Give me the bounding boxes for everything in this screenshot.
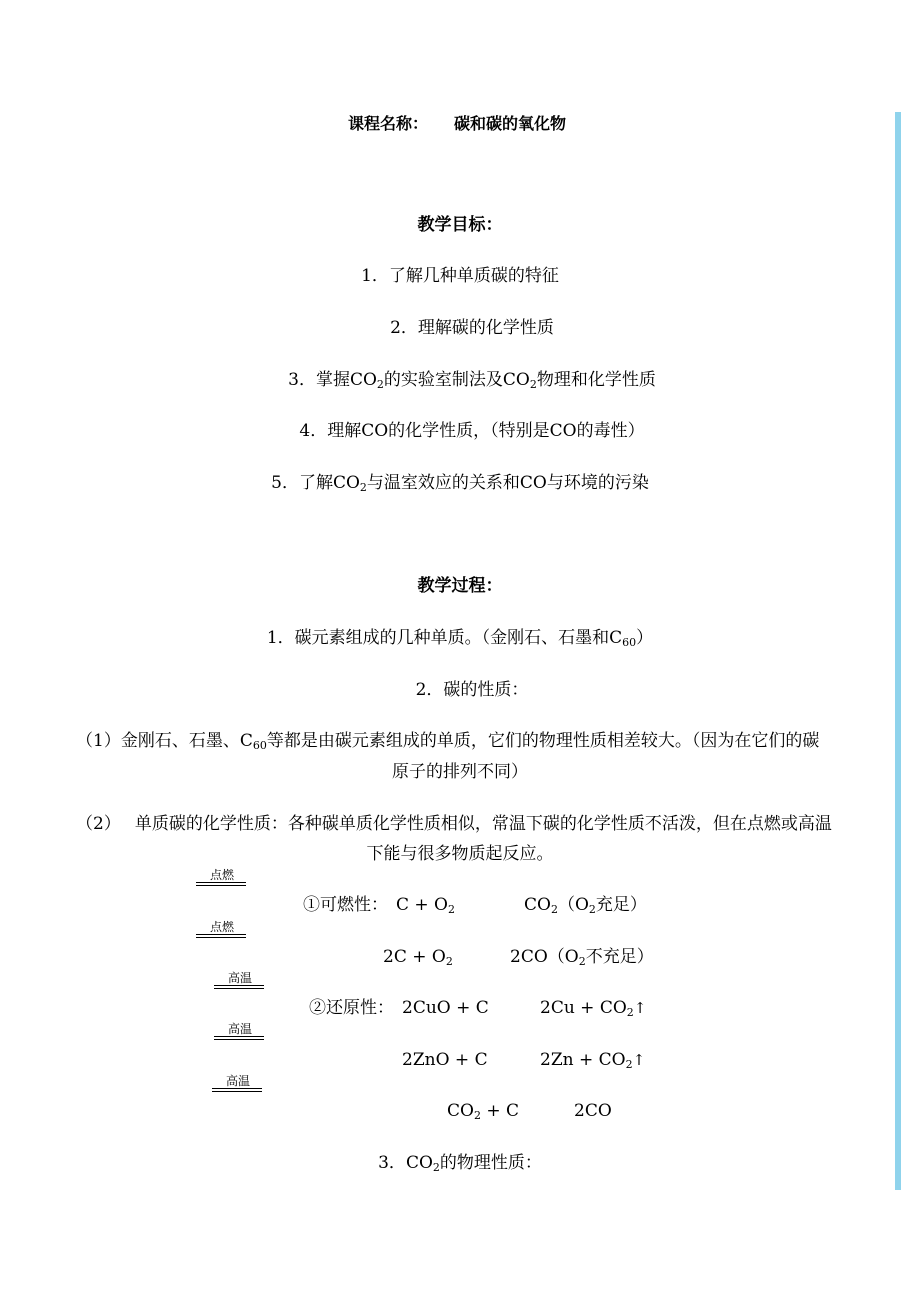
process-title: 教学过程： <box>417 576 503 596</box>
equation-2-left: $2C + O_2$ <box>383 947 453 968</box>
process-item-3: 3．$CO_2$的物理性质： <box>378 1153 542 1174</box>
objective-item-5: 5．了解$CO_2$与温室效应的关系和CO与环境的污染 <box>271 473 649 494</box>
equation-3-right: $2Cu + CO_2↑$ <box>540 998 647 1019</box>
process-item-1: 1．碳元素组成的几种单质。（金刚石、石墨和$C_{60}$） <box>266 628 654 649</box>
equation-2-right: $2CO(O_2$不充足） <box>510 947 654 968</box>
course-title <box>348 113 566 135</box>
equation-5-left: $CO_2 + C$ <box>447 1101 520 1122</box>
objective-item-1: 1．了解几种单质碳的特征 <box>361 266 559 286</box>
condition-heat-1: 高温 <box>210 971 270 989</box>
paragraph-1-cont: 原子的排列不同） <box>392 762 528 782</box>
objective-item-2: 2．理解碳的化学性质 <box>390 318 554 338</box>
condition-ignite-1: 点燃 <box>192 868 252 886</box>
equation-1-right: $CO_2(O_2$充足） <box>524 895 647 916</box>
paragraph-2-cont: 下能与很多物质起反应。 <box>366 844 554 864</box>
course-label: 课程名称： <box>348 114 429 133</box>
objective-item-3: 3．掌握$CO_2$的实验室制法及$CO_2$物理和化学性质 <box>288 370 656 391</box>
course-name: 碳和碳的氧化物 <box>454 114 567 133</box>
objective-item-4: 4．理解CO的化学性质，（特别是CO的毒性） <box>299 421 645 441</box>
process-item-2: 2．碳的性质： <box>415 680 529 700</box>
reducibility-label: ②还原性： <box>309 998 394 1018</box>
condition-heat-3: 高温 <box>208 1074 268 1092</box>
gas-arrow-icon: ↑ <box>633 999 647 1017</box>
condition-heat-2: 高温 <box>210 1022 270 1040</box>
equation-5-right: 2CO <box>574 1101 612 1121</box>
equation-4-right: $2Zn + CO_2↑$ <box>540 1050 646 1071</box>
paragraph-1: （1）金刚石、石墨、$C_{60}$等都是由碳元素组成的单质，它们的物理性质相差较大。（因为在它们的碳 <box>76 731 820 752</box>
gas-arrow-icon: ↑ <box>632 1051 646 1069</box>
objectives-title: 教学目标： <box>417 215 503 235</box>
condition-ignite-2: 点燃 <box>192 920 252 938</box>
equation-3-left: 2CuO + C <box>402 998 489 1018</box>
combustibility-label: ①可燃性： <box>303 895 388 915</box>
equation-1-left: $C + O_2$ <box>396 895 455 916</box>
paragraph-2: （2） 单质碳的化学性质：各种碳单质化学性质相似，常温下碳的化学性质不活泼，但在点燃或高温 <box>76 814 832 834</box>
equation-4-left: 2ZnO + C <box>402 1050 488 1070</box>
